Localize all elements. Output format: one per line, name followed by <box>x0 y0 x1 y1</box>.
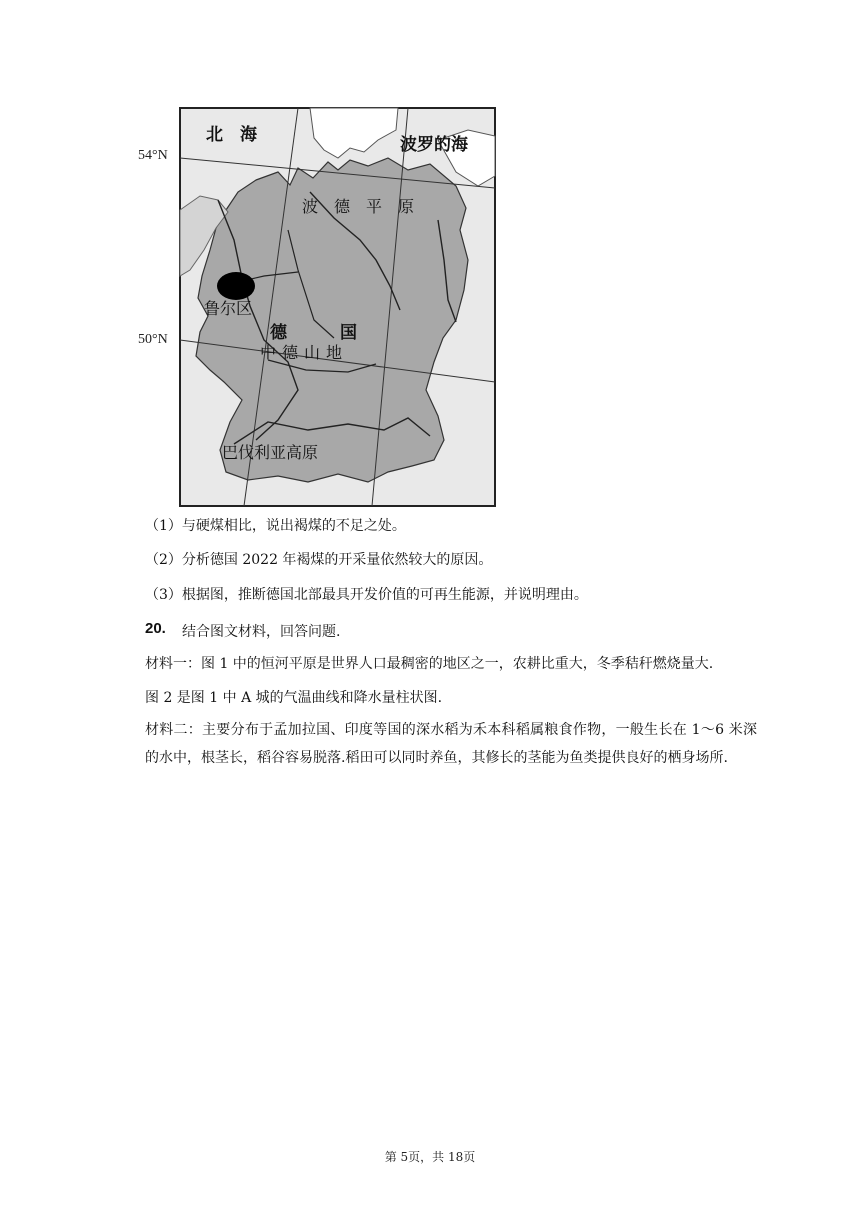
question-1: （1）与硬煤相比，说出褐煤的不足之处。 <box>145 518 406 534</box>
material-1-line-1: 材料一：图 1 中的恒河平原是世界人口最稠密的地区之一，农耕比重大，冬季秸秆燃烧量大. <box>145 656 714 672</box>
label-north-german-plain: 波 德 平 原 <box>302 197 415 216</box>
latitude-label-50: 50°N <box>138 332 168 347</box>
germany-map-svg <box>138 100 498 510</box>
label-ruhr: 鲁尔区 <box>204 299 253 318</box>
germany-map <box>138 100 498 510</box>
material-1-line-2: 图 2 是图 1 中 A 城的气温曲线和降水量柱状图. <box>145 690 443 706</box>
label-central-uplands: 中德山地 <box>260 343 349 362</box>
problem-title: 结合图文材料，回答问题. <box>182 624 341 640</box>
latitude-label-54: 54°N <box>138 148 168 163</box>
page-footer: 第 5页，共 18页 <box>384 1150 476 1164</box>
label-germany-1: 德 <box>270 323 287 343</box>
ruhr-region-marker <box>217 272 255 300</box>
label-bavarian-plateau: 巴伐利亚高原 <box>222 443 319 462</box>
label-germany-2: 国 <box>340 323 357 343</box>
problem-number: 20. <box>145 620 166 637</box>
material-2: 材料二：主要分布于孟加拉国、印度等国的深水稻为禾本科稻属粮食作物，一般生长在 1～6 米深的水中，根茎长，稻谷容易脱落.稻田可以同时养鱼，其修长的茎能为鱼类提供良好的栖身场所. <box>145 722 757 766</box>
question-2: （2）分析德国 2022 年褐煤的开采量依然较大的原因。 <box>145 552 493 568</box>
question-3: （3）根据图，推断德国北部最具开发价值的可再生能源，并说明理由。 <box>145 587 588 603</box>
label-north-sea: 北 海 <box>206 125 257 145</box>
label-baltic-sea: 波罗的海 <box>400 135 468 155</box>
